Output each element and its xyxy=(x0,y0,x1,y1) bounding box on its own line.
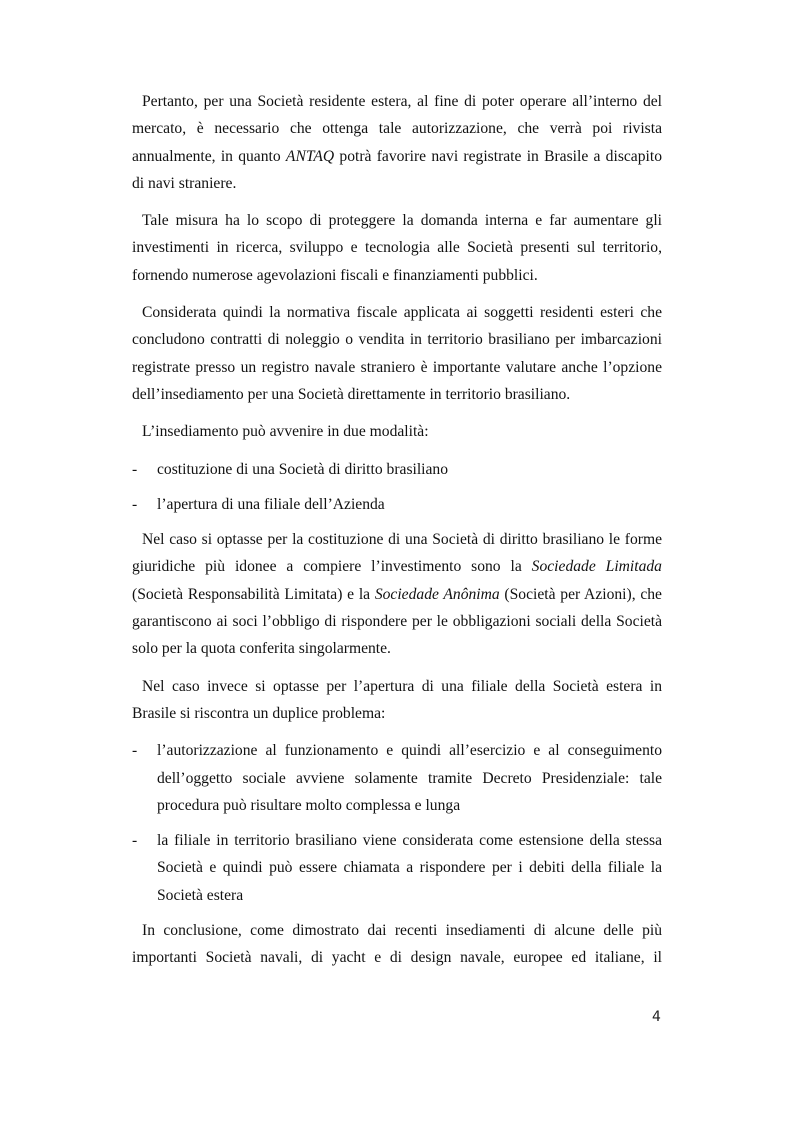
list-dash: - xyxy=(132,495,138,513)
sociedade-anonima-emphasis: Sociedade Anônima xyxy=(374,585,500,603)
list-item-text: l’autorizzazione al funzionamento e quindi all’esercizio e al conseguimento dell’oggetto sociale avviene solamente tramite Decreto Presidenziale: tale procedura può risultare molto complessa e lunga xyxy=(157,742,662,814)
paragraph-branch-problem: Nel caso invece si optasse per l’apertura di una filiale della Società estera in Brasile si riscontra un duplice problema: xyxy=(132,677,662,722)
paragraph-authorization xyxy=(132,88,662,197)
list-item-text: l’apertura di una filiale dell’Azienda xyxy=(157,495,385,513)
paragraph-legal-forms-text-1: Nel caso si optasse per la costituzione di una Società di diritto brasiliano le forme giuridiche più idonee a compiere l’investimento sono la xyxy=(132,531,662,576)
list-item-text: la filiale in territorio brasiliano viene considerata come estensione della stessa Società e quindi può essere chiamata a rispondere per i debiti della filiale la Società estera xyxy=(157,832,662,904)
sociedade-limitada-emphasis: Sociedade Limitada xyxy=(531,558,662,576)
list-item xyxy=(132,491,662,518)
paragraph-legal-forms-text-2: (Società Responsabilità Limitata) e la xyxy=(132,585,375,603)
paragraph-authorization-text-1: Pertanto, per una Società residente estera, al fine di poter operare all’interno del mercato, è necessario che ottenga tale autorizzazione, che verrà poi rivista annualmente, in quanto xyxy=(132,93,662,165)
list-dash: - xyxy=(132,832,138,850)
list-dash: - xyxy=(132,460,138,478)
paragraph-legal-forms-text-3: (Società per Azioni), che garantiscono ai soci l’obbligo di rispondere per le obbligazioni sociali della Società solo per la quota conferita singolarmente. xyxy=(132,585,662,658)
paragraph-tax-regulation: Considerata quindi la normativa fiscale applicata ai soggetti residenti esteri che concludono contratti di noleggio o vendita in territorio brasiliano per imbarcazioni registrate presso un registro navale straniero è importante valutare anche l’opzione dell’insediamento per una Società direttamente in territorio brasiliano. xyxy=(132,304,662,403)
page-number: 4 xyxy=(652,1009,661,1025)
paragraph-legal-forms xyxy=(132,526,662,662)
list-item-text: costituzione di una Società di diritto brasiliano xyxy=(157,460,449,478)
list-item xyxy=(132,456,662,483)
list-dash: - xyxy=(132,742,138,760)
paragraph-settlement-intro: L’insediamento può avvenire in due modalità: xyxy=(142,423,429,441)
list-item xyxy=(132,737,662,819)
paragraph-authorization-text-2: potrà favorire navi registrate in Brasile a discapito di navi straniere. xyxy=(132,147,662,192)
paragraph-conclusion: In conclusione, come dimostrato dai recenti insediamenti di alcune delle più importanti Società navali, di yacht e di design navale, europee ed italiane, il xyxy=(132,922,662,967)
document-page xyxy=(132,88,662,982)
list-item xyxy=(132,827,662,909)
antaq-emphasis: ANTAQ xyxy=(285,147,335,165)
paragraph-measure: Tale misura ha lo scopo di proteggere la domanda interna e far aumentare gli investimenti in ricerca, sviluppo e tecnologia alle Società presenti sul territorio, fornendo numerose agevolazioni fiscali e finanziamenti pubblici. xyxy=(132,212,662,284)
